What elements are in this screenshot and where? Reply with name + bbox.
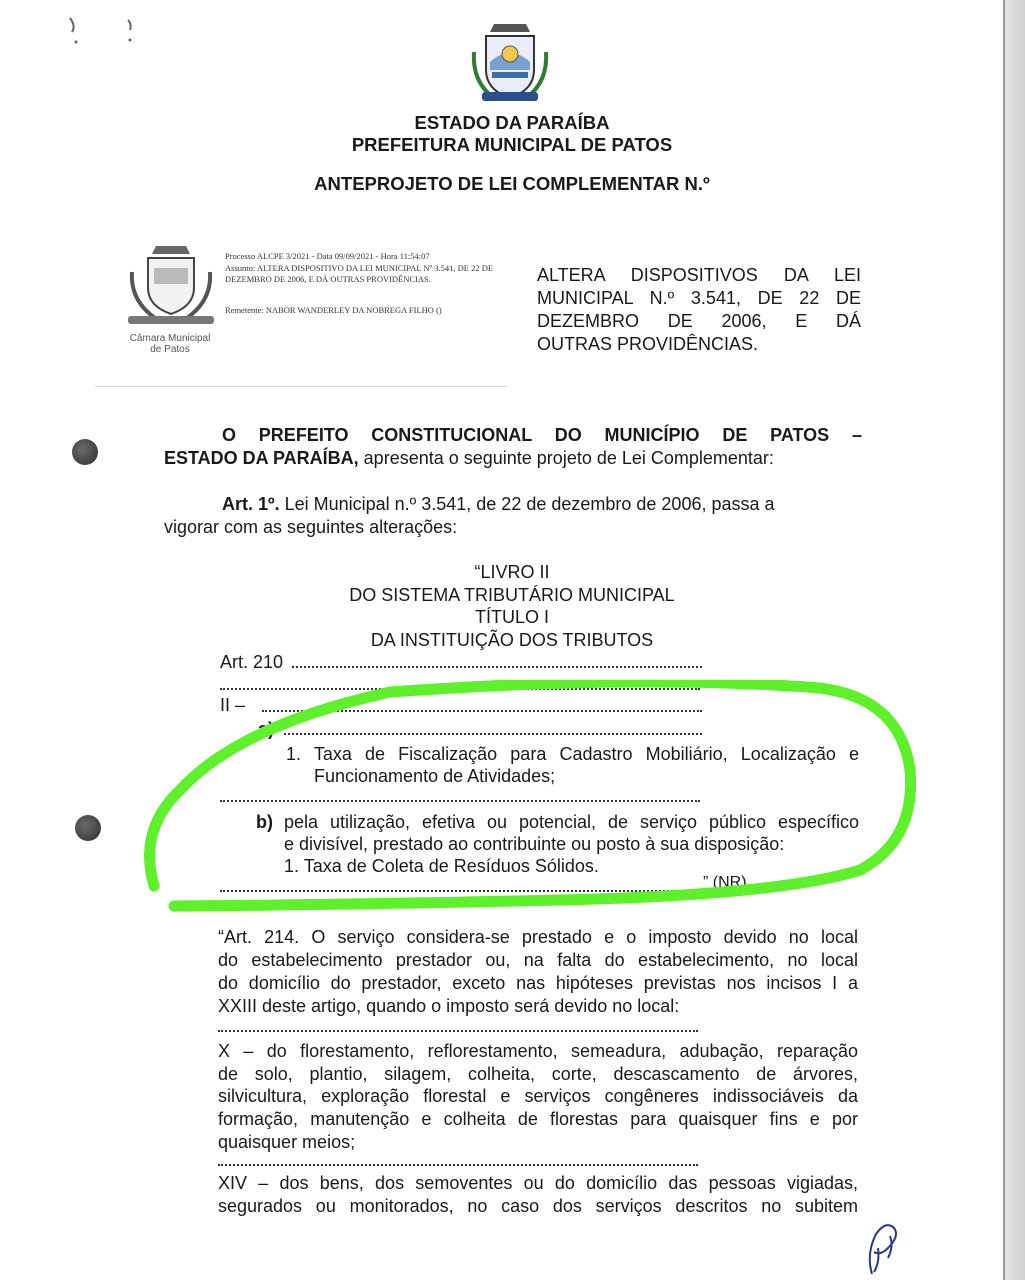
prefecture-name: PREFEITURA MUNICIPAL DE PATOS bbox=[351, 134, 673, 155]
coat-of-arms-icon bbox=[468, 22, 552, 104]
inciso-xiv-line-2: segurados ou monitorados, no caso dos serviços descritos no subitem bbox=[218, 1196, 858, 1216]
omission-dots bbox=[218, 1030, 698, 1032]
item-1-line-2: Funcionamento de Atividades; bbox=[314, 766, 556, 786]
omission-dots bbox=[292, 666, 702, 668]
preamble-text: apresenta o seguinte projeto de Lei Complementar: bbox=[358, 448, 774, 468]
art214-line-2: do estabelecimento prestador ou, na falta do estabelecimento, no local bbox=[218, 950, 858, 970]
art214-line-3: do domicílio do prestador, exceto nas hipóteses previstas nos incisos I a bbox=[218, 973, 858, 993]
inciso-x-line-3: silvicultura, exploração florestal e serviços congêneres indissociáveis da bbox=[218, 1086, 858, 1106]
art214-line-4: XXIII deste artigo, quando o imposto será devido no local: bbox=[218, 996, 680, 1016]
art210-label: Art. 210 bbox=[220, 652, 284, 672]
livro-subtitle: DO SISTEMA TRIBUTÁRIO MUNICIPAL bbox=[349, 585, 675, 605]
titulo-label: TÍTULO I bbox=[474, 607, 549, 627]
omission-dots bbox=[220, 688, 700, 690]
inciso-x-line-2: de solo, plantio, silagem, colheita, corte, descascamento de árvores, bbox=[218, 1064, 858, 1084]
preamble-line-2 bbox=[164, 447, 864, 469]
omission-dots bbox=[262, 710, 702, 712]
ementa-line-1: ALTERA DISPOSITIVOS DA LEI bbox=[537, 265, 861, 285]
art1-label: Art. 1º. bbox=[222, 494, 280, 514]
state-name: ESTADO DA PARAÍBA bbox=[414, 112, 610, 133]
alinea-b-label: b) bbox=[256, 812, 273, 832]
punch-hole bbox=[75, 815, 101, 841]
inciso-x-line-5: quaisquer meios; bbox=[218, 1132, 356, 1152]
art1-line-1 bbox=[222, 493, 867, 515]
alinea-b-line-3: 1. Taxa de Coleta de Resíduos Sólidos. bbox=[284, 856, 599, 876]
livro-title: “LIVRO II bbox=[474, 562, 550, 582]
preamble-line-1: O PREFEITO CONSTITUCIONAL DO MUNICÍPIO DE PATOS – bbox=[222, 425, 862, 445]
inciso-xiv-line-1: XIV – dos bens, dos semoventes ou do domicílio das pessoas vigiadas, bbox=[218, 1173, 858, 1193]
alinea-a-label: a) bbox=[258, 719, 275, 739]
inciso-x-line-4: formação, manutenção e colheita de florestas para quaisquer fins e por bbox=[218, 1109, 858, 1129]
ementa-line-3: DEZEMBRO DE 2006, E DÁ bbox=[537, 311, 861, 331]
stamp-divider bbox=[95, 386, 507, 387]
alinea-b-line-2: e divisível, prestado ao contribuinte ou posto à sua disposição: bbox=[284, 834, 785, 854]
chamber-seal-icon bbox=[122, 244, 220, 332]
document-title: ANTEPROJETO DE LEI COMPLEMENTAR N.º bbox=[314, 173, 710, 194]
stamp-remetente: Remetente: NABOR WANDERLEY DA NOBREGA FILHO () bbox=[225, 305, 442, 315]
inciso-x-line-1: X – do florestamento, reflorestamento, semeadura, adubação, reparação bbox=[218, 1041, 858, 1061]
omission-dots bbox=[284, 733, 702, 735]
stamp-assunto: Assunto: ALTERA DISPOSITIVO DA LEI MUNICIPAL Nº 3.541, DE 22 DE DEZEMBRO DE 2006, E DÁ OUTRAS PROVIDÊNCIAS. bbox=[225, 263, 494, 284]
item-1-line-1: 1. Taxa de Fiscalização para Cadastro Mobiliário, Localização e bbox=[286, 744, 859, 764]
preamble-state: ESTADO DA PARAÍBA, bbox=[164, 448, 359, 468]
omission-dots bbox=[220, 800, 700, 802]
stamp-processo: Processo ALCPE 3/2021 - Data 09/09/2021 - Hora 11:54:07 bbox=[225, 251, 430, 261]
art1-line-2: vigorar com as seguintes alterações: bbox=[164, 517, 458, 537]
inciso-ii-label: II – bbox=[220, 695, 246, 715]
nr-marker: ” (NR) bbox=[703, 874, 747, 891]
green-marker-highlight bbox=[140, 680, 920, 912]
corner-marks bbox=[62, 12, 142, 52]
page-edge-shadow bbox=[1004, 0, 1025, 1280]
chamber-label-1: Câmara Municipal bbox=[129, 333, 211, 344]
page-edge-line bbox=[1003, 0, 1005, 1280]
ementa-line-4: OUTRAS PROVIDÊNCIAS. bbox=[537, 334, 759, 354]
omission-dots bbox=[218, 1164, 698, 1166]
art214-line-1: “Art. 214. O serviço considera-se prestado e o imposto devido no local bbox=[218, 927, 858, 947]
ementa-line-2: MUNICIPAL N.º 3.541, DE 22 DE bbox=[537, 288, 861, 308]
art1-text: Lei Municipal n.º 3.541, de 22 de dezembro de 2006, passa a bbox=[279, 494, 775, 514]
alinea-b-line-1: pela utilização, efetiva ou potencial, de serviço público específico bbox=[284, 812, 859, 832]
punch-hole bbox=[72, 439, 98, 465]
chamber-label-2: de Patos bbox=[150, 344, 190, 355]
titulo-subtitle: DA INSTITUIÇÃO DOS TRIBUTOS bbox=[370, 630, 654, 650]
omission-dots bbox=[220, 890, 704, 892]
handwritten-initial-signature bbox=[852, 1218, 908, 1278]
